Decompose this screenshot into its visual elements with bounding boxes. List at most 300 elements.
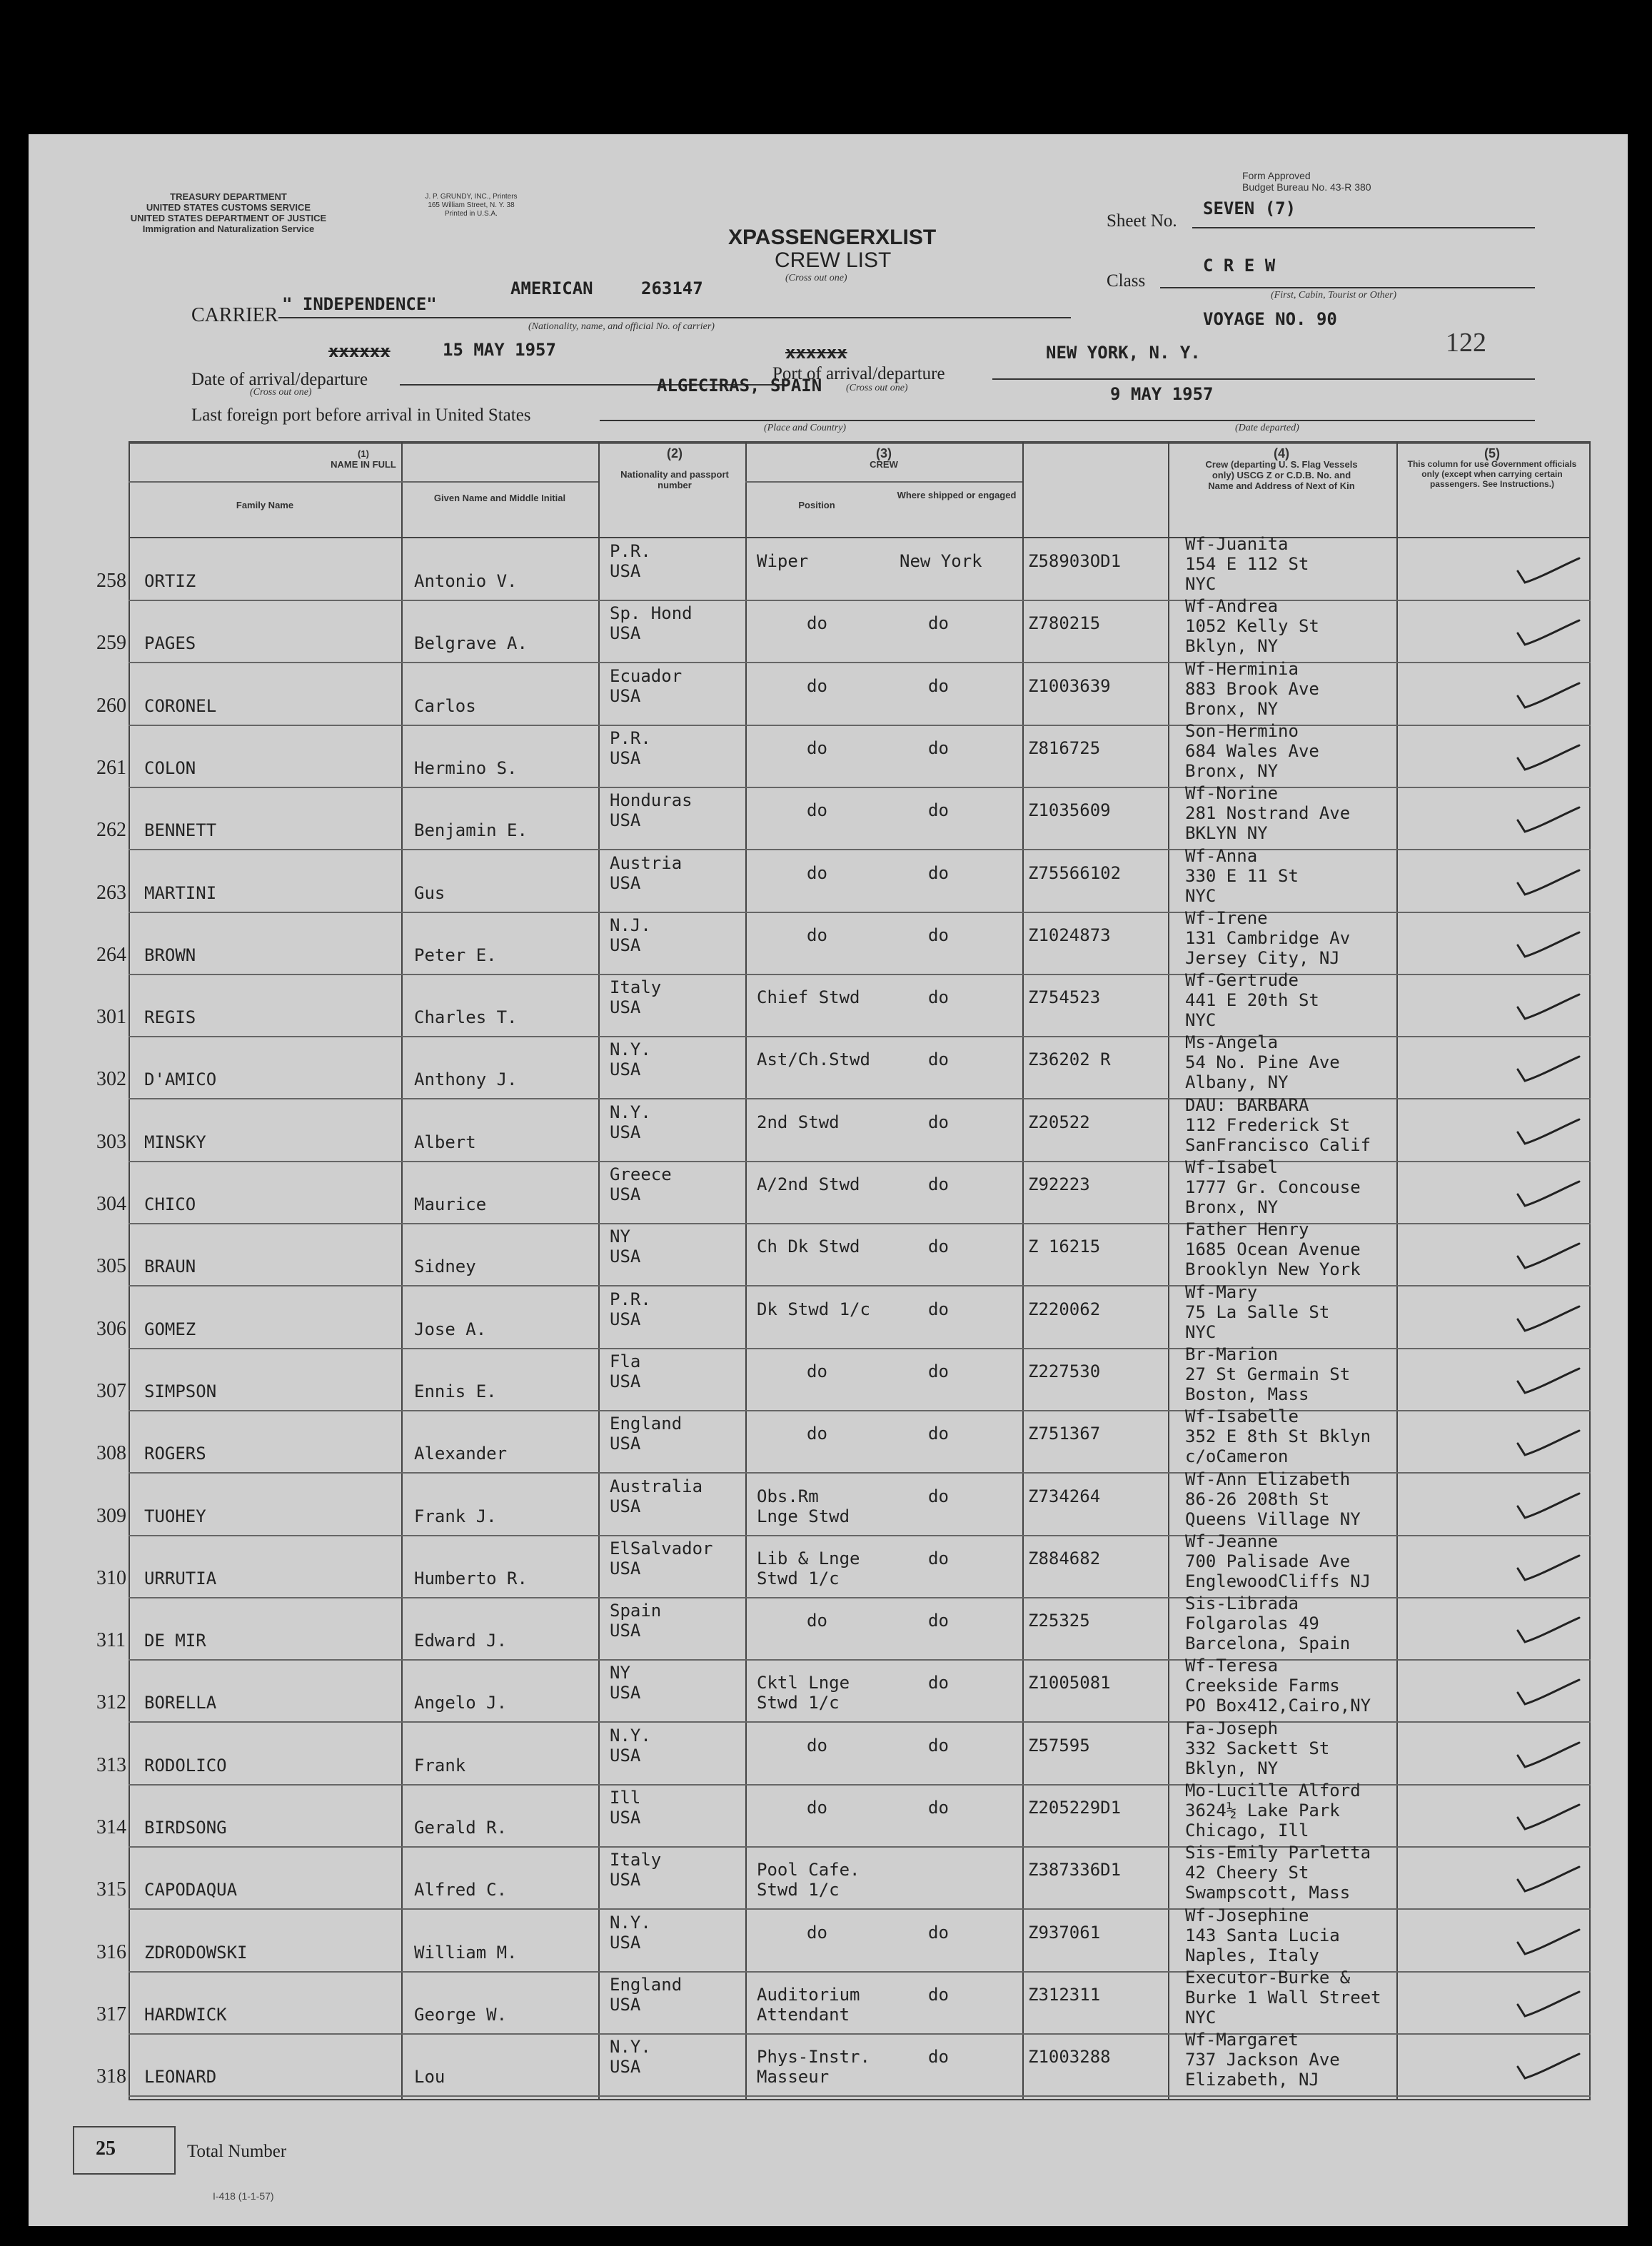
check-mark-icon [1514,1864,1582,1895]
check-mark-icon [1514,680,1582,712]
family-name: BRAUN [144,1257,196,1277]
nationality: Ill [610,1788,641,1808]
next-of-kin: Wf-Mary [1185,1281,1258,1302]
check-mark-icon [1514,1428,1582,1459]
kin-address: 352 E 8th St Bklyn [1185,1426,1371,1447]
table-row [96,1406,1591,1474]
family-name: URRUTIA [144,1568,217,1588]
shipped-where: do [928,2047,949,2068]
shipped-where: do [928,1299,949,1319]
kin-address: 75 La Salle St [1185,1301,1330,1322]
uscg-z-number: Z884682 [1028,1548,1101,1568]
next-of-kin: Son-Hermino [1185,720,1299,741]
family-name: COLON [144,757,196,778]
shipped-where: do [928,1112,949,1132]
nationality: P.R. [610,727,651,748]
class-caption: (First, Cabin, Tourist or Other) [1271,290,1397,301]
nationality-passport: USA [610,1808,641,1828]
next-of-kin: Wf-Josephine [1185,1905,1309,1925]
kin-city: NYC [1185,885,1217,906]
given-name: Belgrave A. [414,633,528,654]
given-name: Gus [414,882,445,903]
next-of-kin: Wf-Gertrude [1185,970,1299,991]
kin-address: 332 Sackett St [1185,1738,1330,1758]
check-mark-icon [1514,1491,1582,1522]
position: do [807,925,827,945]
given-name: Charles T. [414,1007,518,1028]
nationality-passport: USA [610,1683,641,1703]
last-port-value: ALGECIRAS, SPAIN [657,376,822,396]
row-number: 262 [96,819,126,842]
next-of-kin: Wf-Teresa [1185,1656,1279,1676]
shipped-where: do [928,1922,949,1943]
shipped-where: do [928,862,949,883]
check-mark-icon [1514,1615,1582,1646]
date-departed-caption: (Date departed) [1235,423,1299,433]
position-line-2: Stwd 1/c [757,1568,840,1588]
approval-line: Budget Bureau No. 43-R 380 [1242,181,1371,193]
kin-address: Burke 1 Wall Street [1185,1987,1381,2008]
given-name: Maurice [414,1194,487,1214]
family-name: REGIS [144,1007,196,1028]
position: do [807,675,827,696]
row-number: 314 [96,1816,126,1838]
check-mark-icon [1514,1989,1582,2020]
uscg-z-number: Z780215 [1028,613,1101,634]
check-mark-icon [1514,1179,1582,1210]
nationality-passport: USA [610,747,641,768]
nationality: N.J. [610,915,651,935]
table-row [96,534,1591,601]
position: do [807,613,827,634]
given-name: Angelo J. [414,1693,508,1713]
kin-city: Bklyn, NY [1185,1758,1279,1778]
nationality: England [610,1974,683,1995]
printer-block [400,193,543,218]
kin-address: 112 Frederick St [1185,1114,1351,1135]
row-number: 305 [96,1255,126,1278]
col-title: Nationality and passport number [620,469,729,490]
table-row [96,1531,1591,1598]
col-title: CREW [870,459,898,470]
nationality: NY [610,1227,630,1247]
title-passenger-list: XPASSENGERXLIST [728,226,937,249]
next-of-kin: Sis-Librada [1185,1593,1299,1614]
col-kin-header [1199,448,1364,491]
row-number: 303 [96,1130,126,1153]
nationality-passport: USA [610,1247,641,1267]
kin-city: Naples, Italy [1185,1945,1319,1965]
carrier-name: " INDEPENDENCE" [282,294,437,314]
date-label: Date of arrival/departure [191,370,368,389]
uscg-z-number: Z734264 [1028,1486,1101,1506]
uscg-z-number: Z92223 [1028,1174,1090,1194]
last-port-label: Last foreign port before arrival in United States [191,406,531,425]
given-name: Ennis E. [414,1381,497,1401]
shipped-where: New York [900,551,982,571]
table-row [96,1032,1591,1099]
check-mark-icon [1514,555,1582,587]
kin-city: EnglewoodCliffs NJ [1185,1571,1371,1591]
printer-line: Printed in U.S.A. [445,210,498,218]
kin-city: Bronx, NY [1185,760,1279,781]
kin-city: NYC [1185,1010,1217,1031]
shipped-where: do [928,1174,949,1194]
family-name: LEONARD [144,2067,217,2088]
kin-address: 1685 Ocean Avenue [1185,1239,1361,1260]
shipped-where: do [928,737,949,758]
nationality: Italy [610,977,662,998]
shipped-where: do [928,613,949,634]
kin-address: 143 Santa Lucia [1185,1925,1340,1945]
nationality-passport: USA [610,935,641,955]
table-row [96,1905,1591,1973]
kin-address: 154 E 112 St [1185,554,1309,574]
position: Wiper [757,551,809,571]
table-row [96,1344,1591,1411]
family-name: BORELLA [144,1693,217,1713]
agency-line: TREASURY DEPARTMENT [170,191,287,202]
family-name: GOMEZ [144,1319,196,1339]
kin-city: Chicago, Ill [1185,1821,1309,1840]
position-line-2: Lnge Stwd [757,1506,850,1526]
table-row [96,1593,1591,1661]
row-divider [129,2095,1591,2097]
table-row [96,1219,1591,1286]
nationality-passport: USA [610,997,641,1018]
agency-line: UNITED STATES DEPARTMENT OF JUSTICE [130,213,327,223]
shipped-where: do [928,1548,949,1568]
row-number: 313 [96,1753,126,1776]
row-number: 310 [96,1566,126,1589]
nationality-passport: USA [610,1621,641,1641]
nationality: Fla [610,1351,641,1371]
kin-city: Bronx, NY [1185,698,1279,719]
given-name: Edward J. [414,1631,508,1651]
check-mark-icon [1514,742,1582,774]
col-number: (4) [1274,446,1289,460]
shipped-where: do [928,1237,949,1257]
agency-line: UNITED STATES CUSTOMS SERVICE [146,202,311,213]
kin-address: 42 Cheery St [1185,1863,1309,1883]
next-of-kin: DAU: BARBARA [1185,1094,1309,1115]
row-number: 260 [96,694,126,717]
uscg-z-number: Z36202 R [1028,1049,1111,1070]
shipped-where: do [928,800,949,821]
nationality-passport: USA [610,685,641,706]
kin-city: Bklyn, NY [1185,636,1279,657]
shipped-where: do [928,1984,949,2005]
uscg-z-number: Z816725 [1028,737,1101,758]
nationality-passport: USA [610,1371,641,1391]
given-name: George W. [414,2004,508,2025]
check-mark-icon [1514,618,1582,649]
port-label: Port of arrival/departure [772,364,945,383]
kin-city: Queens Village NY [1185,1509,1361,1529]
given-name: Lou [414,2067,445,2088]
check-mark-icon [1514,930,1582,961]
position: Lib & Lnge [757,1548,860,1568]
kin-city: PO Box412,Cairo,NY [1185,1696,1371,1716]
nationality: Italy [610,1850,662,1870]
next-of-kin: Br-Marion [1185,1344,1279,1364]
family-name: CORONEL [144,695,217,716]
check-mark-icon [1514,1927,1582,1958]
date-departed-value: 9 MAY 1957 [1110,384,1214,404]
position: Chief Stwd [757,987,860,1008]
nationality: Honduras [610,790,692,811]
given-name: Hermino S. [414,757,518,778]
family-name: MINSKY [144,1132,206,1152]
table-row [96,1967,1591,2035]
position: do [807,800,827,821]
position: do [807,1922,827,1943]
class-label: Class [1107,271,1146,291]
kin-city: Brooklyn New York [1185,1259,1361,1280]
family-name: BENNETT [144,820,217,841]
table-row [96,907,1591,975]
check-mark-icon [1514,1366,1582,1397]
voyage-number: VOYAGE NO. 90 [1203,309,1337,329]
kin-city: NYC [1185,1321,1217,1342]
uscg-z-number: Z937061 [1028,1922,1101,1943]
position-line-2: Masseur [757,2067,830,2088]
table-row [96,783,1591,850]
nationality-passport: USA [610,1932,641,1953]
check-mark-icon [1514,992,1582,1023]
position: do [807,1424,827,1444]
port-value: NEW YORK, N. Y. [1046,343,1201,363]
approval-line: Form Approved [1242,170,1311,181]
nationality: N.Y. [610,1725,651,1746]
table-row [96,1469,1591,1536]
row-number: 311 [96,1629,126,1652]
given-name: Alfred C. [414,1880,508,1900]
check-mark-icon [1514,1304,1582,1335]
uscg-z-number: Z1003639 [1028,675,1111,696]
next-of-kin: Fa-Joseph [1185,1718,1279,1738]
row-number: 263 [96,881,126,904]
table-row [96,845,1591,913]
row-number: 316 [96,1940,126,1963]
family-name: ROGERS [144,1444,206,1464]
nationality-passport: USA [610,1122,641,1142]
position-header: Position [798,500,835,510]
given-name: Alexander [414,1444,508,1464]
where-header: Where shipped or engaged [897,490,1017,500]
uscg-z-number: Z387336D1 [1028,1860,1122,1880]
place-caption: (Place and Country) [764,423,847,433]
row-number: 301 [96,1006,126,1029]
kin-address: 54 No. Pine Ave [1185,1052,1340,1073]
nationality-passport: USA [610,1184,641,1204]
position: do [807,862,827,883]
table-row [96,596,1591,663]
class-value: C R E W [1203,256,1276,276]
next-of-kin: Mo-Lucille Alford [1185,1781,1361,1801]
nationality: N.Y. [610,1039,651,1060]
position: Dk Stwd 1/c [757,1299,870,1319]
table-row [96,1843,1591,1910]
port-caption: (Cross out one) [846,383,908,393]
position: do [807,1798,827,1818]
table-row [96,658,1591,726]
kin-address: 86-26 208th St [1185,1489,1330,1509]
check-mark-icon [1514,805,1582,836]
position: do [807,1611,827,1631]
nationality-passport: USA [610,1059,641,1080]
table-row [96,720,1591,788]
col-title: This column for use Government officials only (except when carrying certain passengers. See Instructions.) [1407,459,1577,489]
shipped-where: do [928,1486,949,1506]
position: Ch Dk Stwd [757,1237,860,1257]
shipped-where: do [928,675,949,696]
form-code: I-418 (1-1-57) [213,2190,274,2202]
kin-address: 330 E 11 St [1185,865,1299,886]
next-of-kin: Wf-Irene [1185,907,1268,928]
given-name: Albert [414,1132,476,1152]
check-mark-icon [1514,1241,1582,1272]
agency-block [57,191,400,234]
kin-city: BKLYN NY [1185,823,1268,844]
uscg-z-number: Z205229D1 [1028,1798,1122,1818]
position: Pool Cafe. [757,1860,860,1880]
kin-city: NYC [1185,574,1217,594]
kin-city: Elizabeth, NJ [1185,2070,1319,2090]
page-number: 122 [1446,328,1486,358]
position-line-2: Attendant [757,2004,850,2025]
check-mark-icon [1514,2051,1582,2083]
nationality: N.Y. [610,2037,651,2058]
row-number: 315 [96,1878,126,1901]
family-name: TUOHEY [144,1506,206,1526]
row-number: 318 [96,2065,126,2088]
agency-line: Immigration and Naturalization Service [142,223,315,234]
carrier-official-no: 263147 [641,278,703,298]
kin-address: 737 Jackson Ave [1185,2050,1340,2070]
check-mark-icon [1514,1677,1582,1708]
manifest-sheet [29,134,1628,2226]
table-row [96,1094,1591,1162]
given-name: Gerald R. [414,1818,508,1838]
row-number: 302 [96,1068,126,1091]
kin-address: 1777 Gr. Concouse [1185,1177,1361,1197]
family-name: DE MIR [144,1631,206,1651]
col-title: Crew (departing U. S. Flag Vessels only) USCG Z or C.D.B. No. and Name and Address of Next of Kin [1205,459,1358,491]
uscg-z-number: Z1035609 [1028,800,1111,821]
uscg-z-number: Z754523 [1028,987,1101,1008]
col-number: (1) [358,448,369,459]
next-of-kin: Sis-Emily Parletta [1185,1843,1371,1863]
nationality: Australia [610,1476,703,1496]
nationality: P.R. [610,1289,651,1309]
sheet-value: SEVEN (7) [1203,198,1296,218]
table-row [96,1656,1591,1723]
uscg-z-number: Z20522 [1028,1112,1090,1132]
title-caption: (Cross out one) [785,273,847,283]
nationality-passport: USA [610,1496,641,1516]
uscg-z-number: Z220062 [1028,1299,1101,1319]
position: Auditorium [757,1984,860,2005]
position: do [807,1361,827,1381]
position: Ast/Ch.Stwd [757,1049,870,1070]
next-of-kin: Executor-Burke & [1185,1967,1351,1988]
nationality: Spain [610,1601,662,1621]
col-title: NAME IN FULL [331,459,396,470]
carrier-label: CARRIER [191,304,278,326]
approval-block [1242,170,1371,193]
given-name: Anthony J. [414,1069,518,1090]
next-of-kin: Wf-Anna [1185,845,1258,866]
given-name: Frank J. [414,1506,497,1526]
title-crew-list: CREW LIST [775,248,892,272]
kin-address: 131 Cambridge Av [1185,927,1351,948]
uscg-z-number: Z58903OD1 [1028,551,1122,571]
row-number: 259 [96,632,126,655]
row-number: 307 [96,1379,126,1402]
shipped-where: do [928,1424,949,1444]
given-name-header: Given Name and Middle Initial [433,493,566,503]
row-number: 306 [96,1317,126,1340]
crew-table [96,443,1591,2100]
next-of-kin: Wf-Isabel [1185,1157,1279,1177]
nationality-passport: USA [610,1309,641,1329]
next-of-kin: Wf-Margaret [1185,2030,1299,2050]
uscg-z-number: Z57595 [1028,1735,1090,1756]
nationality-passport: USA [610,1745,641,1766]
nationality-passport: USA [610,810,641,831]
given-name: Humberto R. [414,1568,528,1588]
shipped-where: do [928,1735,949,1756]
row-number: 261 [96,756,126,779]
col-crew-header [745,448,1022,470]
sheet-label: Sheet No. [1107,211,1177,231]
printer-line: J. P. GRUNDY, INC., Printers [425,193,518,201]
table-row [96,1157,1591,1224]
check-mark-icon [1514,1740,1582,1771]
kin-address: 27 St Germain St [1185,1364,1351,1384]
nationality: Sp. Hond [610,603,692,624]
kin-city: Albany, NY [1185,1072,1289,1093]
position-line-2: Stwd 1/c [757,1880,840,1900]
uscg-z-number: Z751367 [1028,1424,1101,1444]
table-row [96,2030,1591,2097]
position: do [807,737,827,758]
check-mark-icon [1514,1553,1582,1584]
kin-address: Creekside Farms [1185,1676,1340,1696]
kin-address: 281 Nostrand Ave [1185,803,1351,824]
kin-city: c/oCameron [1185,1446,1289,1467]
table-row [96,1781,1591,1848]
kin-address: 700 Palisade Ave [1185,1551,1351,1571]
uscg-z-number: Z1024873 [1028,925,1111,945]
shipped-where: do [928,1798,949,1818]
family-name: CHICO [144,1194,196,1214]
uscg-z-number: Z1005081 [1028,1673,1111,1693]
col-number: (5) [1484,446,1500,460]
row-number: 317 [96,2003,126,2025]
kin-address: 684 Wales Ave [1185,740,1319,761]
next-of-kin: Wf-Ann Elizabeth [1185,1469,1351,1489]
nationality: NY [610,1663,630,1683]
next-of-kin: Wf-Isabelle [1185,1406,1299,1427]
total-box [73,2126,176,2175]
nationality: Ecuador [610,665,683,686]
nationality: P.R. [610,541,651,561]
uscg-z-number: Z312311 [1028,1984,1101,2005]
nationality-passport: USA [610,2057,641,2078]
shipped-where: do [928,1049,949,1070]
